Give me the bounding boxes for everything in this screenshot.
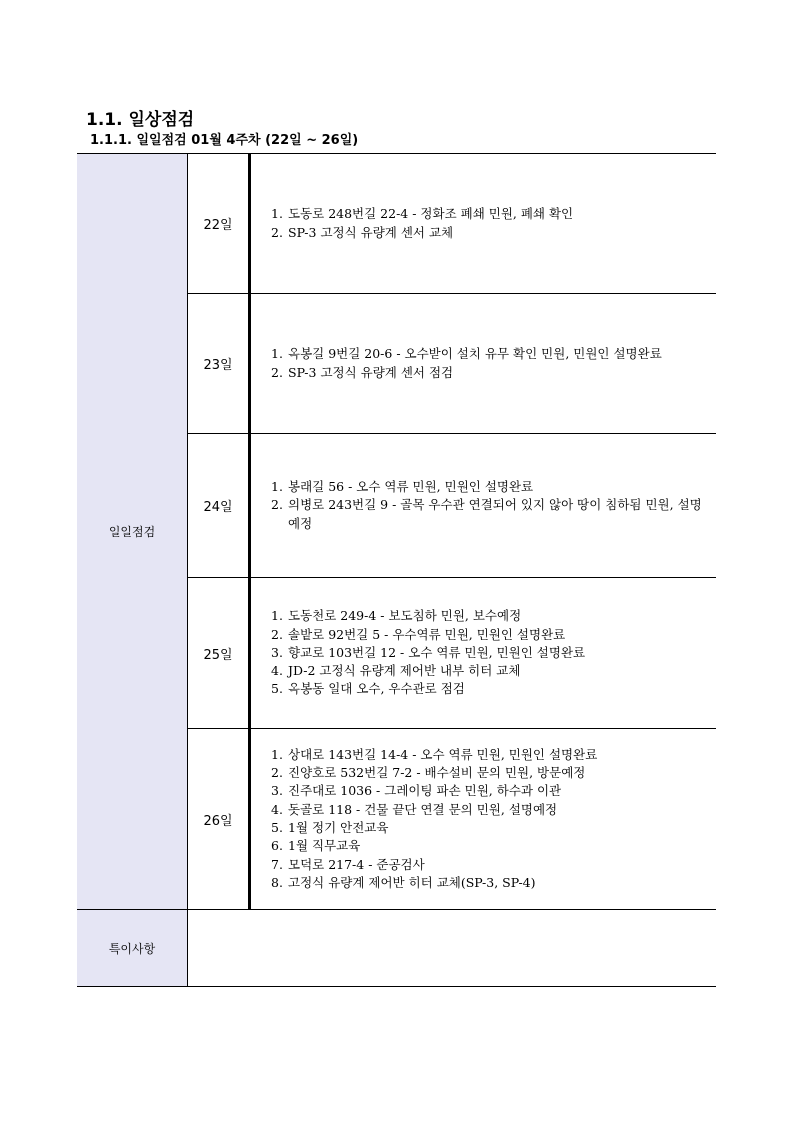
item-number: 4. <box>271 663 283 679</box>
item-number: 1. <box>271 206 283 222</box>
list-item <box>271 496 706 533</box>
item-number: 1. <box>271 746 283 762</box>
item-text: 도동로 248번길 22-4 - 정화조 폐쇄 민원, 폐쇄 확인 <box>288 206 574 222</box>
date-cell: 26일 <box>188 729 250 910</box>
item-text: 봉래길 56 - 오수 역류 민원, 민원인 설명완료 <box>288 479 534 495</box>
list-item <box>271 856 706 874</box>
item-number: 1. <box>271 346 283 362</box>
item-text: 상대로 143번길 14-4 - 오수 역류 민원, 민원인 설명완료 <box>288 746 598 762</box>
list-item <box>271 746 706 764</box>
item-text: 진양호로 532번길 7-2 - 배수설비 문의 민원, 방문예정 <box>288 765 586 781</box>
date-cell: 25일 <box>188 578 250 729</box>
list-item <box>271 837 706 855</box>
item-text: 옥봉동 일대 오수, 우수관로 점검 <box>288 681 465 697</box>
item-number: 3. <box>271 644 283 660</box>
list-item <box>271 607 706 625</box>
item-number: 2. <box>271 626 283 642</box>
item-number: 8. <box>271 874 283 890</box>
special-notes-label: 특이사항 <box>77 910 188 987</box>
item-text: 1월 정기 안전교육 <box>288 820 389 835</box>
item-list <box>251 345 716 382</box>
subsection-heading: 1.1.1. 일일점검 01월 4주차 (22일 ~ 26일) <box>90 133 359 148</box>
item-number: 2. <box>271 364 283 380</box>
section-heading: 1.1. 일상점검 <box>86 110 195 130</box>
item-text: 의병로 243번길 9 - 골목 우수관 연결되어 있지 않아 땅이 침하됨 민원, 설명예정 <box>288 497 702 531</box>
item-text: SP-3 고정식 유량계 센서 교체 <box>288 224 454 240</box>
item-text: 도동천로 249-4 - 보도침하 민원, 보수예정 <box>288 608 522 624</box>
list-item <box>271 205 706 223</box>
list-item <box>271 626 706 644</box>
list-item <box>271 224 706 242</box>
item-number: 6. <box>271 838 283 854</box>
content-cell <box>250 294 717 434</box>
daily-inspection-table <box>77 153 716 987</box>
list-item <box>271 764 706 782</box>
date-cell: 24일 <box>188 434 250 578</box>
content-cell <box>250 578 717 729</box>
item-list <box>251 607 716 698</box>
item-number: 3. <box>271 783 283 799</box>
list-item <box>271 819 706 837</box>
item-text: SP-3 고정식 유량계 센서 점검 <box>288 364 454 380</box>
item-text: 솔밭로 92번길 5 - 우수역류 민원, 민원인 설명완료 <box>288 626 566 642</box>
day-row-22 <box>77 154 716 294</box>
category-label: 일일점검 <box>77 154 188 910</box>
list-item <box>271 680 706 698</box>
list-item <box>271 364 706 382</box>
item-number: 7. <box>271 856 283 872</box>
item-number: 4. <box>271 801 283 817</box>
date-cell: 22일 <box>188 154 250 294</box>
item-number: 1. <box>271 479 283 495</box>
list-item <box>271 874 706 892</box>
content-cell <box>250 154 717 294</box>
item-text: 향교로 103번길 12 - 오수 역류 민원, 민원인 설명완료 <box>288 644 586 660</box>
item-number: 1. <box>271 608 283 624</box>
date-cell: 23일 <box>188 294 250 434</box>
item-text: 진주대로 1036 - 그레이팅 파손 민원, 하수과 이관 <box>288 783 562 799</box>
item-text: 고정식 유량계 제어반 히터 교체(SP-3, SP-4) <box>288 874 536 890</box>
list-item <box>271 345 706 363</box>
item-text: 1월 직무교육 <box>288 838 361 854</box>
item-text: 옥봉길 9번길 20-6 - 오수받이 설치 유무 확인 민원, 민원인 설명완료 <box>288 346 662 362</box>
item-number: 5. <box>271 820 283 835</box>
list-item <box>271 801 706 819</box>
item-text: 돗골로 118 - 건물 끝단 연결 문의 민원, 설명예정 <box>288 801 558 817</box>
list-item <box>271 644 706 662</box>
content-cell <box>250 729 717 910</box>
item-text: JD-2 고정식 유량계 제어반 내부 히터 교체 <box>288 663 521 679</box>
item-list <box>251 478 716 533</box>
content-cell <box>250 434 717 578</box>
special-notes-row <box>77 910 716 987</box>
item-number: 2. <box>271 224 283 240</box>
special-notes-content <box>188 910 717 987</box>
item-number: 2. <box>271 497 283 513</box>
list-item <box>271 662 706 680</box>
item-text: 모덕로 217-4 - 준공검사 <box>288 856 425 872</box>
item-number: 2. <box>271 765 283 781</box>
item-list <box>251 746 716 892</box>
item-list <box>251 205 716 242</box>
list-item <box>271 478 706 496</box>
item-number: 5. <box>271 681 283 697</box>
list-item <box>271 782 706 800</box>
